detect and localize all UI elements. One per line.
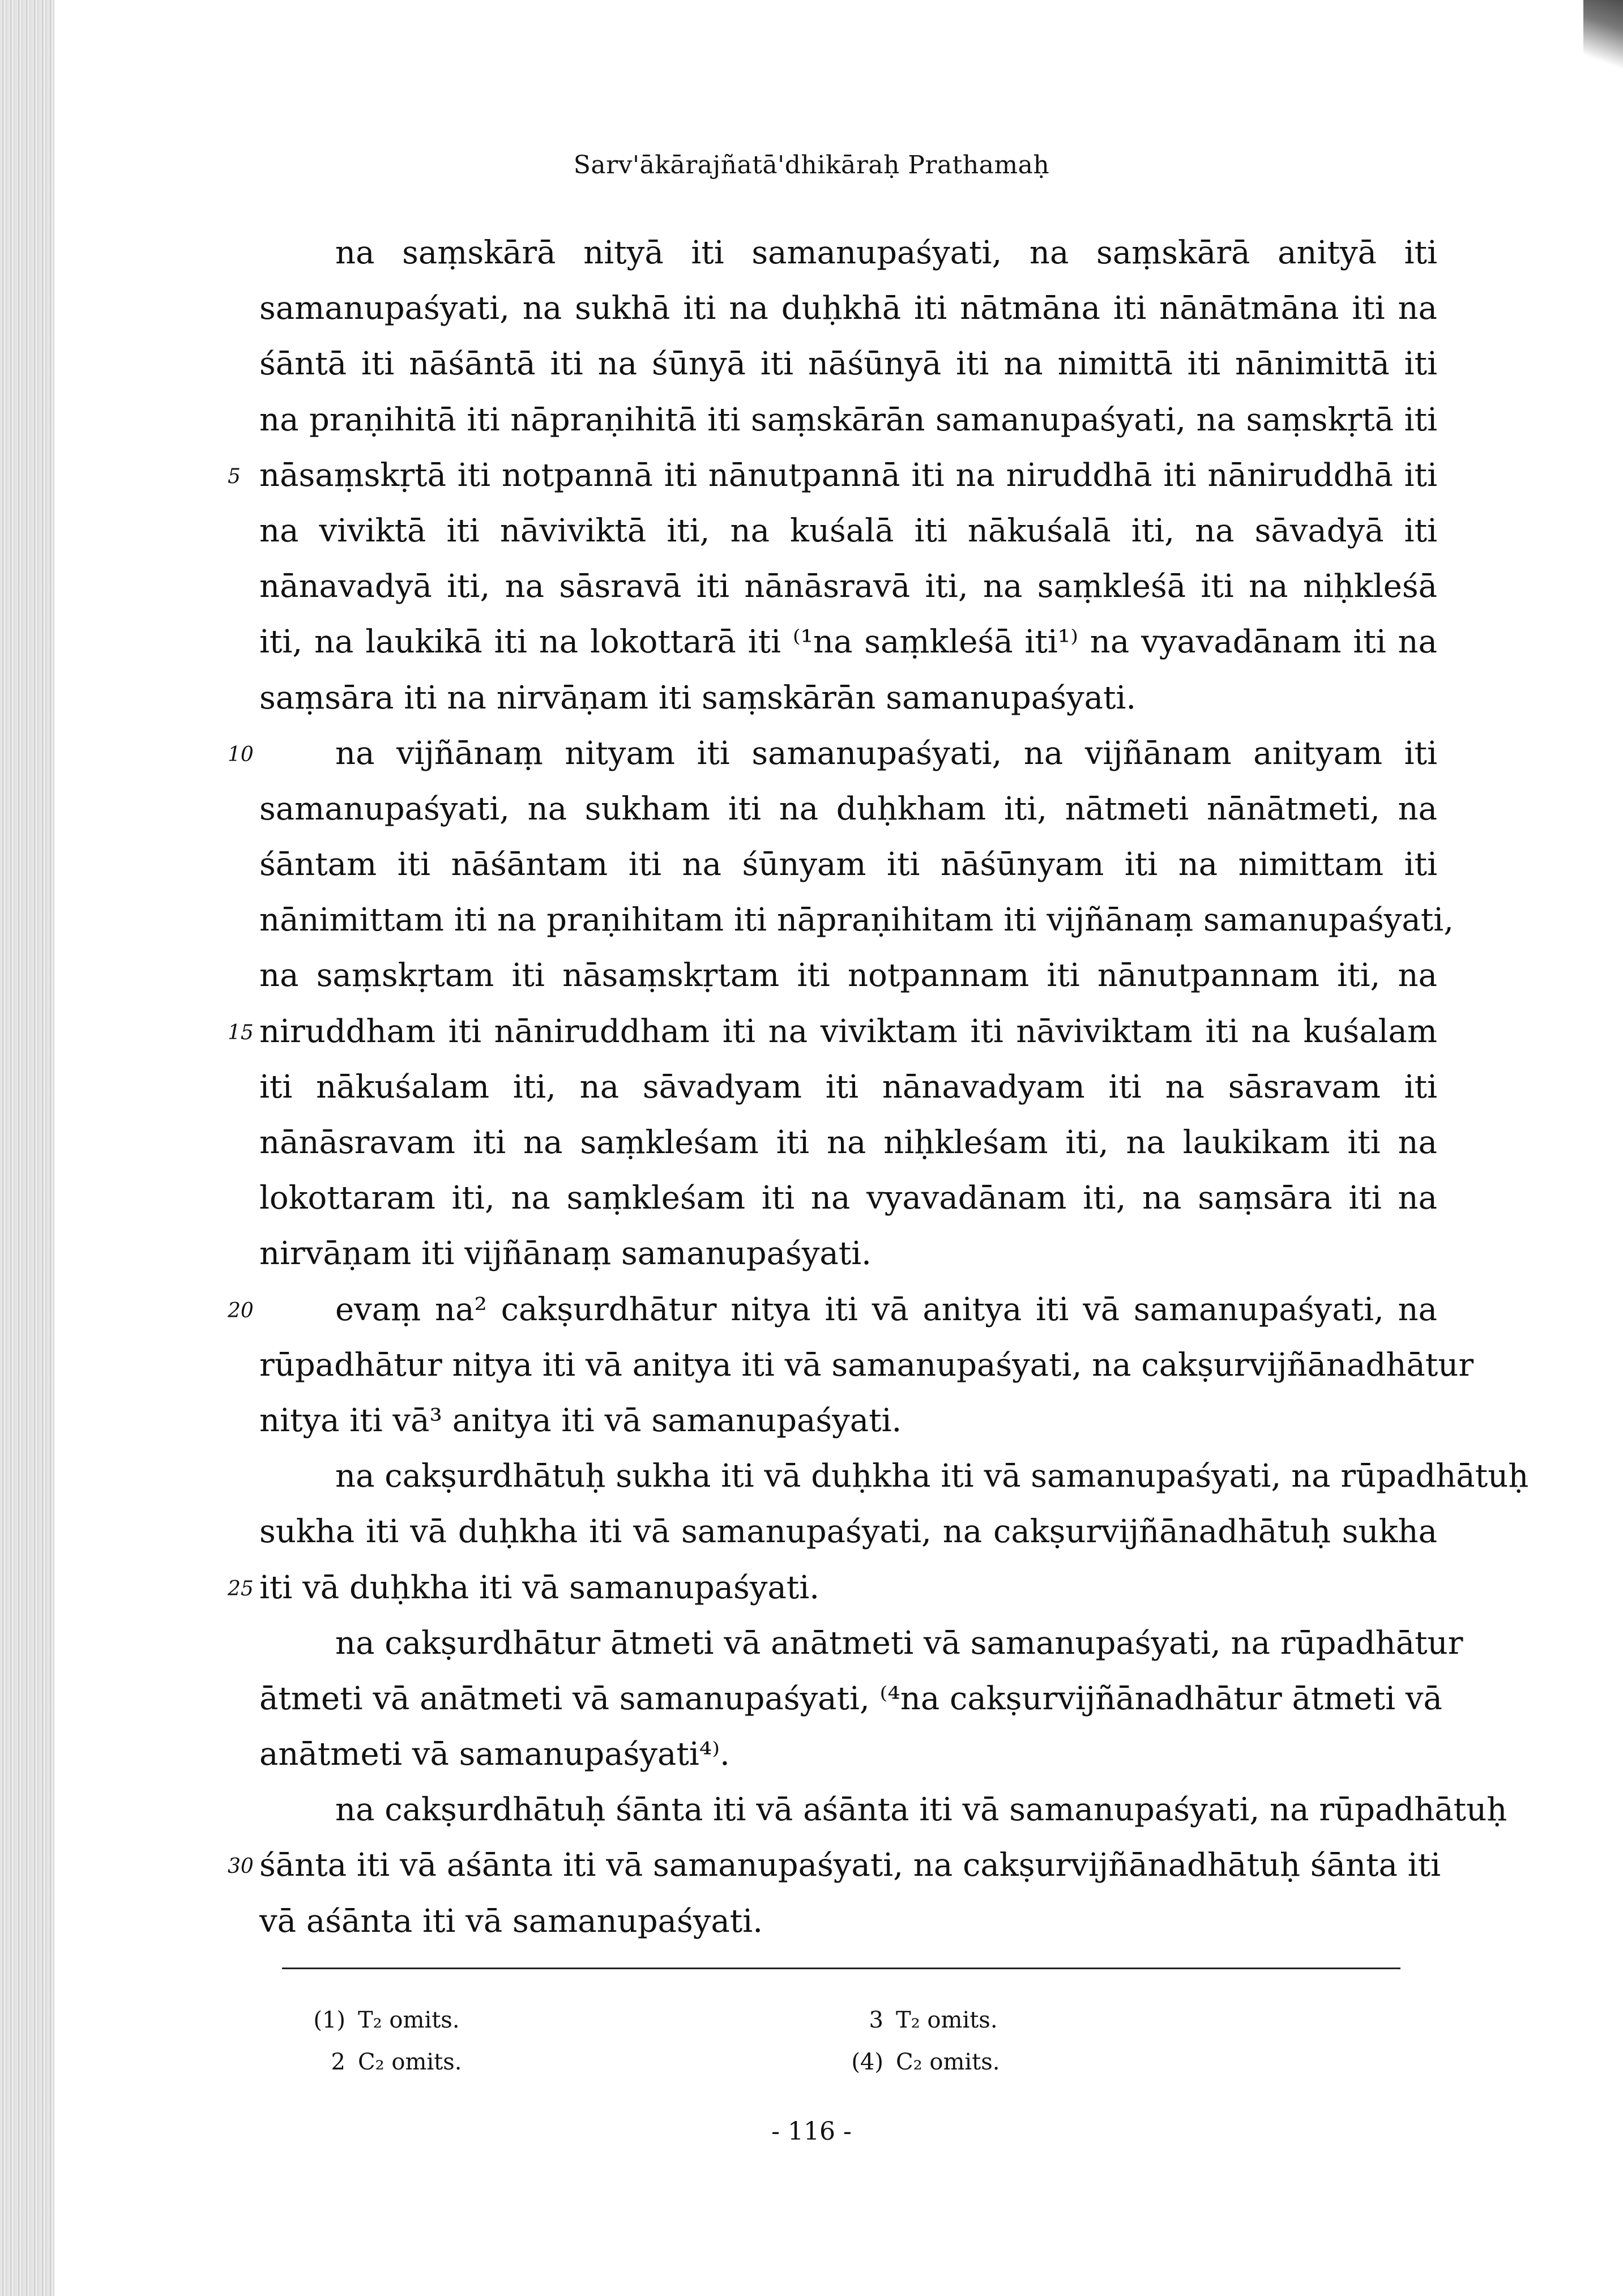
line-text: na saṃskṛtam iti nāsaṃskṛtam iti notpannam iti nānutpannam iti, na <box>259 957 1437 995</box>
text-line <box>259 1338 1474 1393</box>
line-text: niruddham iti nāniruddham iti na viviktam iti nāviviktam iti na kuśalam <box>259 1013 1437 1050</box>
footnote-text: T₂ omits. <box>358 2007 460 2033</box>
page-number: - 116 - <box>771 2117 852 2146</box>
text-line <box>259 614 1437 670</box>
text-line <box>228 1004 1437 1060</box>
text-line <box>259 1449 1529 1504</box>
line-text: nāsaṃskṛtā iti notpannā iti nānutpannā iti na niruddhā iti nāniruddhā iti <box>259 456 1437 494</box>
text-line <box>228 448 1437 503</box>
text-line <box>228 1838 1441 1893</box>
footnotes-column-right <box>832 1999 1000 2083</box>
footnote-marker: 3 <box>869 2007 883 2033</box>
line-text: iti nākuśalam iti, na sāvadyam iti nānavadyam iti na sāsravam iti <box>259 1068 1437 1106</box>
text-line <box>259 1171 1437 1226</box>
text-line <box>259 225 1437 281</box>
line-text: samanupaśyati, na sukhā iti na duḥkhā iti nātmāna iti nānātmāna iti na <box>259 290 1437 327</box>
line-number: 20 <box>228 1299 254 1322</box>
line-text: na cakṣurdhātur ātmeti vā anātmeti vā samanupaśyati, na rūpadhātur <box>335 1624 1463 1662</box>
line-text: samanupaśyati, na sukham iti na duḥkham iti, nātmeti nānātmeti, na <box>259 790 1437 827</box>
line-text: rūpadhātur nitya iti vā anitya iti vā samanupaśyati, na cakṣurvijñānadhātur <box>259 1346 1474 1384</box>
body-text <box>228 225 1529 1949</box>
footnote-text: C₂ omits. <box>896 2049 1000 2075</box>
footnote-text: C₂ omits. <box>358 2049 462 2075</box>
line-text: lokottaram iti, na saṃkleśam iti na vyavadānam iti, na saṃsāra iti na <box>259 1180 1437 1217</box>
scan-corner-mark <box>1583 0 1623 85</box>
line-text: nitya iti vā³ anitya iti vā samanupaśyati. <box>259 1402 902 1439</box>
line-text: iti, na laukikā iti na lokottarā iti ⁽¹na saṃkleśā iti¹⁾ na vyavadānam iti na <box>259 624 1437 661</box>
text-line <box>259 392 1437 448</box>
line-text: nirvāṇam iti vijñānaṃ samanupaśyati. <box>259 1235 872 1273</box>
line-text: na viviktā iti nāviviktā iti, na kuśalā iti nākuśalā iti, na sāvadyā iti <box>259 512 1437 549</box>
text-line <box>259 1504 1437 1560</box>
line-text: saṃsāra iti na nirvāṇam iti saṃskārān samanupaśyati. <box>259 679 1137 716</box>
line-text: nānimittam iti na praṇihitam iti nāpraṇihitam iti vijñānaṃ samanupaśyati, <box>259 902 1454 939</box>
line-text: vā aśānta iti vā samanupaśyati. <box>259 1902 763 1940</box>
line-text: evaṃ na² cakṣurdhātur nitya iti vā anitya iti vā samanupaśyati, na <box>335 1291 1437 1328</box>
text-line <box>259 1671 1442 1727</box>
line-text: śānta iti vā aśānta iti vā samanupaśyati, na cakṣurvijñānadhātuḥ śānta iti <box>259 1847 1441 1884</box>
running-head: Sarv'ākārajñatā'dhikāraḥ Prathamaḥ <box>573 151 1050 180</box>
line-text: sukha iti vā duḥkha iti vā samanupaśyati, na cakṣurvijñānadhātuḥ sukha <box>259 1513 1437 1551</box>
text-line <box>259 1727 1437 1782</box>
line-number: 30 <box>228 1855 254 1879</box>
line-number: 5 <box>228 464 241 488</box>
footnote <box>832 1999 1000 2041</box>
line-text: iti vā duḥkha iti vā samanupaśyati. <box>259 1569 820 1606</box>
footnote-marker: (1) <box>313 2007 345 2033</box>
line-text: na saṃskārā nityā iti samanupaśyati, na saṃskārā anityā iti <box>335 234 1437 271</box>
footnote <box>294 1999 462 2041</box>
text-line <box>259 893 1454 948</box>
line-text: ātmeti vā anātmeti vā samanupaśyati, ⁽⁴na cakṣurvijñānadhātur ātmeti vā <box>259 1680 1442 1717</box>
line-number: 25 <box>228 1577 254 1601</box>
text-line <box>259 1894 1437 1949</box>
text-line <box>228 726 1437 782</box>
footnote <box>832 2041 1000 2083</box>
line-text: na praṇihitā iti nāpraṇihitā iti saṃskārān samanupaśyati, na saṃskṛtā iti <box>259 401 1437 438</box>
text-line <box>259 1115 1437 1171</box>
footnote-marker: (4) <box>851 2049 883 2075</box>
text-line <box>259 1782 1507 1838</box>
footnote-text: T₂ omits. <box>896 2007 998 2033</box>
line-text: śāntā iti nāśāntā iti na śūnyā iti nāśūnyā iti na nimittā iti nānimittā iti <box>259 345 1437 383</box>
text-line <box>259 1616 1463 1671</box>
text-line <box>259 281 1437 336</box>
line-number: 10 <box>228 742 254 766</box>
footnote <box>294 2041 462 2083</box>
footnotes-column-left <box>294 1999 462 2083</box>
line-text: śāntam iti nāśāntam iti na śūnyam iti nāśūnyam iti na nimittam iti <box>259 846 1437 884</box>
text-line <box>259 782 1437 837</box>
line-text: na cakṣurdhātuḥ śānta iti vā aśānta iti vā samanupaśyati, na rūpadhātuḥ <box>335 1791 1507 1829</box>
footnote-marker: 2 <box>331 2049 345 2075</box>
text-line <box>259 503 1437 559</box>
line-text: na cakṣurdhātuḥ sukha iti vā duḥkha iti vā samanupaśyati, na rūpadhātuḥ <box>335 1458 1529 1495</box>
footnote-rule <box>282 1968 1400 1969</box>
text-line <box>259 336 1437 392</box>
line-number: 15 <box>228 1021 254 1044</box>
text-line <box>259 837 1437 893</box>
scan-binding-edge <box>0 0 54 2296</box>
line-text: anātmeti vā samanupaśyati⁴⁾. <box>259 1736 730 1773</box>
text-line <box>259 559 1437 614</box>
text-line <box>259 1393 1437 1449</box>
text-line <box>259 1060 1437 1115</box>
text-line <box>259 948 1437 1004</box>
text-line <box>259 671 1437 726</box>
text-line <box>259 1226 1437 1282</box>
line-text: nānavadyā iti, na sāsravā iti nānāsravā iti, na saṃkleśā iti na niḥkleśā <box>259 568 1437 605</box>
text-line <box>228 1282 1437 1338</box>
line-text: na vijñānaṃ nityam iti samanupaśyati, na vijñānam anityam iti <box>335 735 1437 772</box>
text-line <box>228 1560 1437 1616</box>
line-text: nānāsravam iti na saṃkleśam iti na niḥkleśam iti, na laukikam iti na <box>259 1124 1437 1161</box>
